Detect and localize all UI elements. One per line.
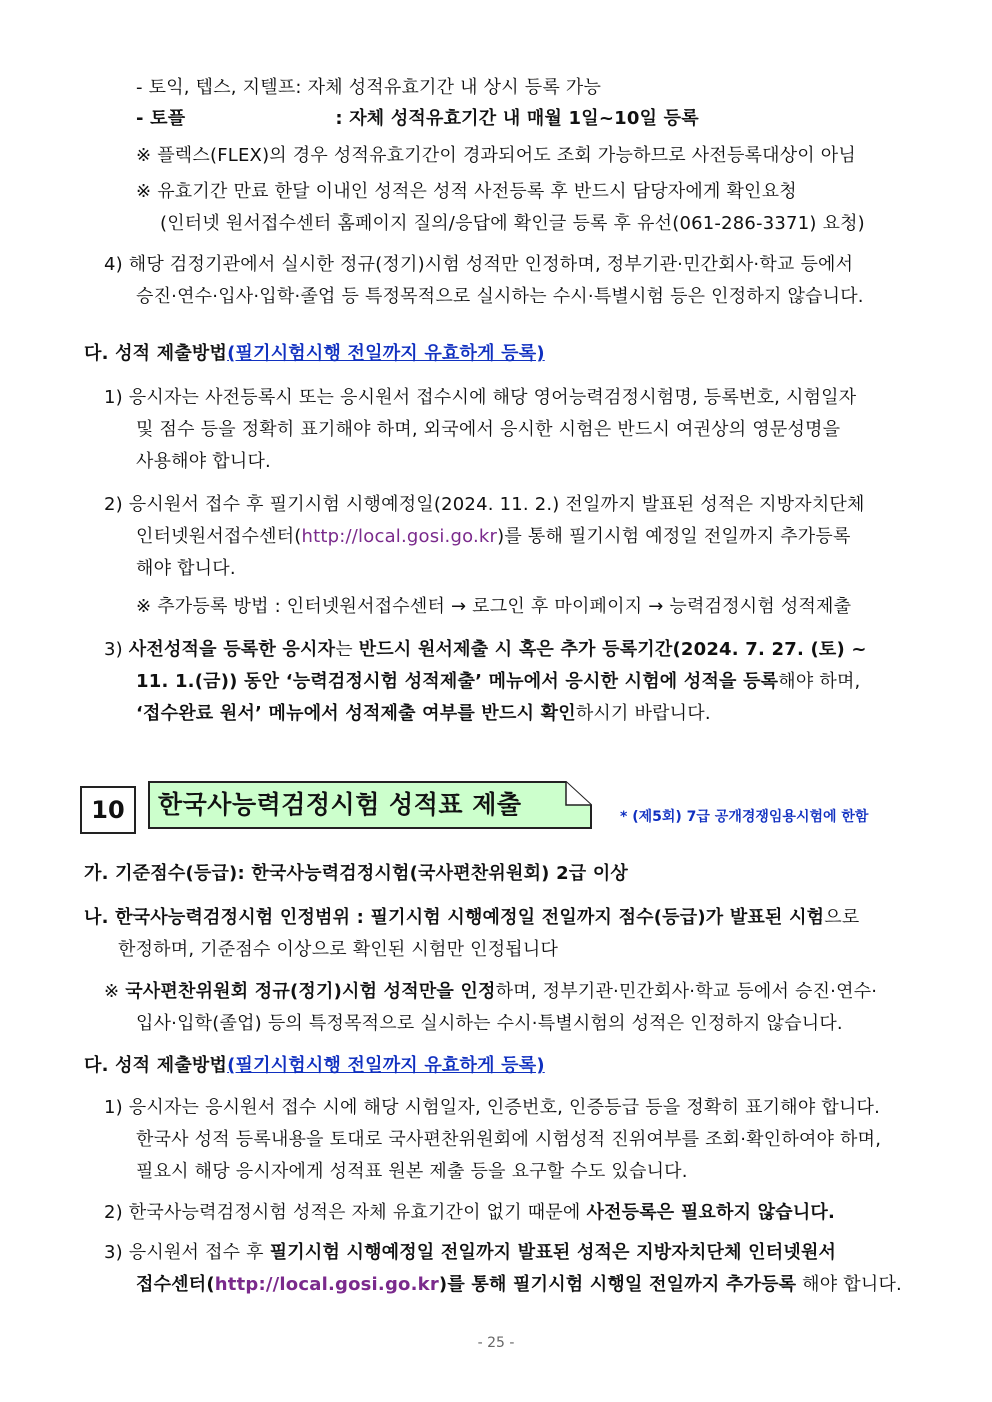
text-line: ※ 플렉스(FLEX)의 경우 성적유효기간이 경과되어도 조회 가능하므로 사전등록대상이 아님 xyxy=(136,145,856,166)
text-segment: 3) xyxy=(104,639,129,660)
text-segment: 3) 응시원서 접수 후 xyxy=(104,1242,270,1263)
heading-text: 다. 성적 제출방법 xyxy=(84,343,228,364)
item-ga: 가. 기준점수(등급): 한국사능력검정시험(국사편찬위원회) 2급 이상 xyxy=(84,863,629,884)
text-segment: 하며, 정부기관·민간회사·학교 등에서 승진·연수· xyxy=(495,981,878,1002)
section-title: 한국사능력검정시험 성적표 제출 xyxy=(158,790,522,819)
text-bold: 필기시험 시행예정일 전일까지 발표된 성적은 지방자치단체 인터넷원서 xyxy=(269,1242,837,1263)
text-segment: 하시기 바랍니다. xyxy=(575,703,711,724)
text-bold: )를 통해 필기시험 시행일 전일까지 추가등록 xyxy=(438,1274,797,1295)
heading-emphasis: (필기시험시행 전일까지 유효하게 등록) xyxy=(227,1055,545,1076)
text-bold: ‘접수완료 원서’ 메뉴에서 성적제출 여부를 반드시 확인 xyxy=(136,703,576,724)
note-line: ※ 추가등록 방법 : 인터넷원서접수센터 → 로그인 후 마이페이지 → 능력검정시험 성적제출 xyxy=(136,596,852,617)
toefl-desc: : 자체 성적유효기간 내 매월 1일~10일 등록 xyxy=(335,108,699,129)
note-line xyxy=(104,978,877,1006)
text-line: 1) 응시자는 사전등록시 또는 응시원서 접수시에 해당 영어능력검정시험명, 등록번호, 시험일자 xyxy=(104,387,857,408)
text-line: 해야 합니다. xyxy=(136,558,236,579)
text-line: 필요시 해당 응시자에게 성적표 원본 제출 등을 요구할 수도 있습니다. xyxy=(136,1161,688,1182)
text-line: 2) 응시원서 접수 후 필기시험 시행예정일(2024. 11. 2.) 전일까지 발표된 성적은 지방자치단체 xyxy=(104,494,865,515)
text-line xyxy=(136,1271,902,1299)
page-number: - 25 - xyxy=(477,1335,515,1351)
text-segment: 으로 xyxy=(824,907,860,928)
text-line xyxy=(104,636,867,664)
text-line: 및 점수 등을 정확히 표기해야 하며, 외국에서 응시한 시험은 반드시 여권상의 영문성명을 xyxy=(136,419,841,440)
text-bold: 국사편찬위원회 정규(정기)시험 성적만을 인정 xyxy=(125,981,496,1002)
text-line: 한정하며, 기준점수 이상으로 확인된 시험만 인정됩니다 xyxy=(118,939,559,960)
text-line: 사용해야 합니다. xyxy=(136,451,271,472)
toefl-label: - 토플 xyxy=(136,108,186,129)
heading-emphasis: (필기시험시행 전일까지 유효하게 등록) xyxy=(227,343,545,364)
text-bold: 사전성적을 등록한 응시자 xyxy=(128,639,336,660)
text-line xyxy=(104,1239,836,1267)
text-line xyxy=(136,700,711,728)
text-segment: 해야 합니다. xyxy=(796,1274,902,1295)
local-gosi-link[interactable]: http://local.gosi.go.kr xyxy=(214,1274,439,1295)
heading-text: 다. 성적 제출방법 xyxy=(84,1055,228,1076)
item-na xyxy=(84,904,859,932)
text-segment: 해야 하며, xyxy=(778,671,861,692)
text-bold: 사전등록은 필요하지 않습니다. xyxy=(586,1202,836,1223)
text-bold: 11. 1.(금)) 동안 ‘능력검정시험 성적제출’ 메뉴에서 응시한 시험에 성적을 등록 xyxy=(136,671,779,692)
text-bold: 접수센터( xyxy=(136,1274,215,1295)
local-gosi-link[interactable]: http://local.gosi.go.kr xyxy=(301,526,498,547)
text-line: 입사·입학(졸업) 등의 특정목적으로 실시하는 수시·특별시험의 성적은 인정하지 않습니다. xyxy=(136,1013,843,1034)
text-line: (인터넷 원서접수센터 홈페이지 질의/응답에 확인글 등록 후 유선(061-286-3371) 요청) xyxy=(160,213,865,234)
text-line xyxy=(136,105,699,133)
section-title-box xyxy=(148,781,592,829)
text-segment: 는 xyxy=(335,639,359,660)
text-segment: )를 통해 필기시험 예정일 전일까지 추가등록 xyxy=(497,526,851,547)
text-line xyxy=(136,668,860,696)
section-heading xyxy=(84,1052,545,1080)
text-bold: 나. 한국사능력검정시험 인정범위 : 필기시험 시행예정일 전일까지 점수(등급)가 발표된 시험 xyxy=(84,907,825,928)
text-segment: 2) 한국사능력검정시험 성적은 자체 유효기간이 없기 때문에 xyxy=(104,1202,587,1223)
text-bold: 반드시 원서제출 시 혹은 추가 등록기간(2024. 7. 27. (토) ~ xyxy=(358,639,867,660)
text-line: 4) 해당 검정기관에서 실시한 정규(정기)시험 성적만 인정하며, 정부기관·민간회사·학교 등에서 xyxy=(104,254,854,275)
section-note: * (제5회) 7급 공개경쟁임용시험에 한함 xyxy=(620,809,869,825)
section-number-box: 10 xyxy=(80,786,136,834)
text-segment: ※ xyxy=(104,981,126,1002)
text-line xyxy=(136,523,851,551)
text-segment: 인터넷원서접수센터( xyxy=(136,526,302,547)
text-line: 한국사 성적 등록내용을 토대로 국사편찬위원회에 시험성적 진위여부를 조회·확인하여야 하며, xyxy=(136,1129,882,1150)
text-line: 승진·연수·입사·입학·졸업 등 특정목적으로 실시하는 수시·특별시험 등은 인정하지 않습니다. xyxy=(136,286,864,307)
section-heading xyxy=(84,340,545,368)
text-line xyxy=(104,1199,835,1227)
text-line: 1) 응시자는 응시원서 접수 시에 해당 시험일자, 인증번호, 인증등급 등을 정확히 표기해야 합니다. xyxy=(104,1097,881,1118)
text-line: - 토익, 텝스, 지텔프: 자체 성적유효기간 내 상시 등록 가능 xyxy=(136,77,602,98)
text-line: ※ 유효기간 만료 한달 이내인 성적은 성적 사전등록 후 반드시 담당자에게 확인요청 xyxy=(136,181,797,202)
